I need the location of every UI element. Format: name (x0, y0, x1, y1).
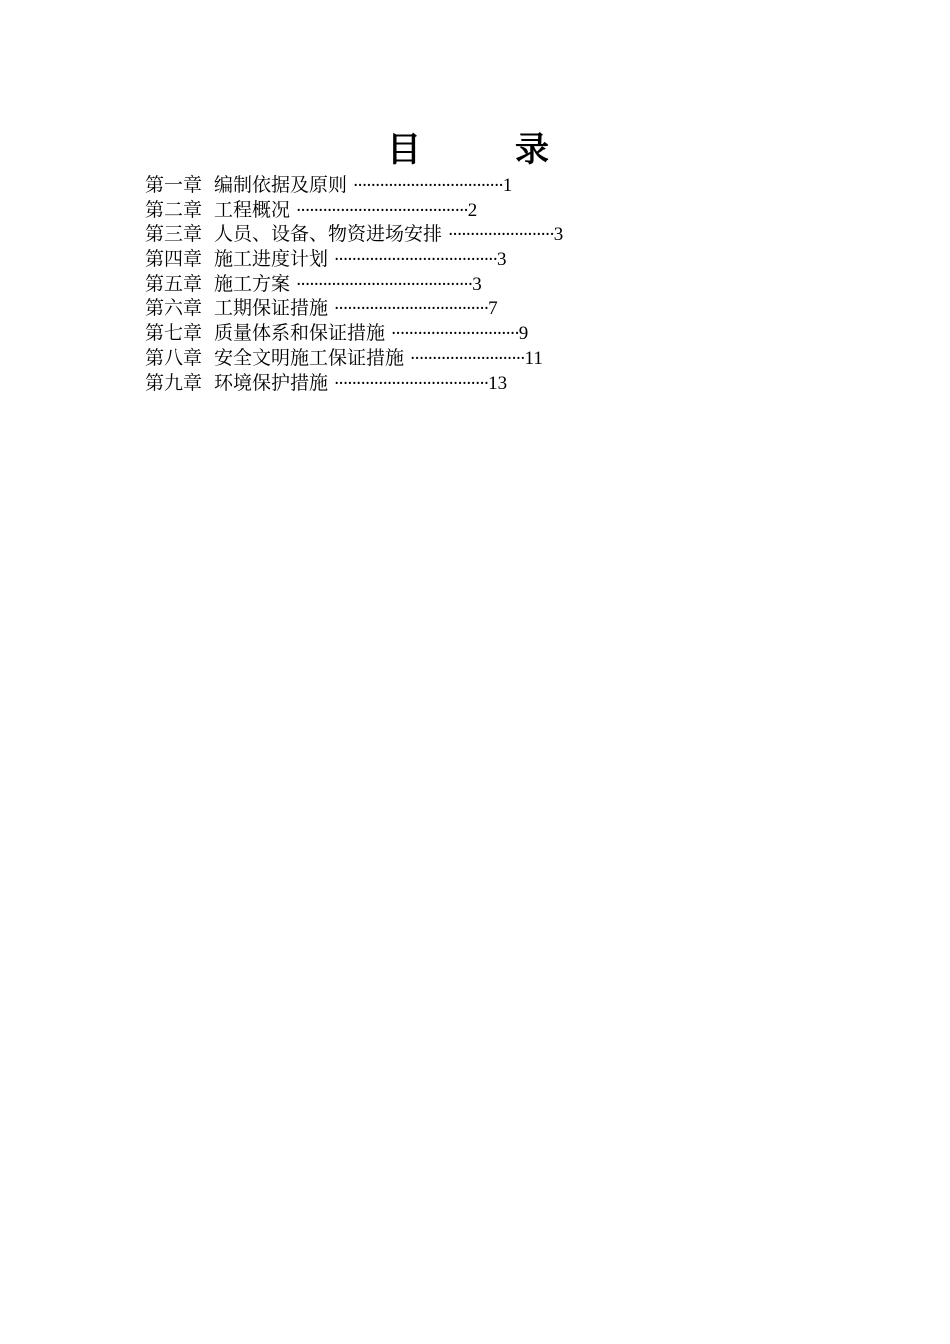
toc-entry[interactable] (145, 198, 563, 223)
toc-chapter-number: 第七章 (145, 322, 203, 345)
toc-title: 目 录 (387, 130, 579, 170)
toc-page-number: 3 (472, 273, 482, 295)
toc-leader-dots: ········································ (296, 274, 473, 295)
toc-leader-dots: ····································· (334, 250, 497, 271)
toc-chapter-title: 编制依据及原则 (214, 174, 348, 196)
toc-chapter-title: 工期保证措施 (214, 297, 329, 320)
toc-page-number: 11 (524, 347, 543, 369)
toc-chapter-title: 人员、设备、物资进场安排 (214, 223, 443, 246)
toc-page-number: 13 (488, 372, 508, 394)
toc-entry[interactable] (145, 371, 563, 396)
toc-leader-dots: ·························· (410, 348, 525, 369)
toc-page-number: 9 (518, 323, 529, 345)
toc-page-number: 3 (553, 224, 564, 246)
toc-leader-dots: ··································· (334, 373, 489, 394)
toc-chapter-number: 第八章 (145, 346, 203, 369)
toc-chapter-number: 第九章 (145, 371, 203, 394)
toc-chapter-number: 第四章 (145, 248, 203, 271)
toc-chapter-number: 第二章 (145, 198, 203, 221)
toc-leader-dots: ························ (448, 225, 554, 246)
toc-chapter-title: 施工进度计划 (214, 248, 329, 271)
toc-list (145, 173, 563, 395)
toc-page-number: 7 (488, 298, 498, 320)
toc-entry[interactable] (145, 346, 563, 371)
toc-chapter-number: 第三章 (145, 223, 203, 246)
toc-entry[interactable] (145, 222, 563, 247)
toc-leader-dots: ······································· (296, 200, 468, 221)
toc-page-number: 1 (502, 175, 513, 196)
toc-chapter-title: 质量体系和保证措施 (214, 322, 386, 345)
toc-entry[interactable] (145, 247, 563, 272)
toc-page-number: 2 (467, 199, 478, 221)
toc-entry[interactable] (145, 173, 563, 198)
toc-leader-dots: ·································· (353, 176, 503, 196)
toc-chapter-title: 施工方案 (214, 272, 291, 295)
toc-page-number: 3 (496, 249, 507, 271)
toc-entry[interactable] (145, 296, 563, 321)
toc-entry[interactable] (145, 321, 563, 346)
toc-chapter-title: 安全文明施工保证措施 (214, 346, 405, 369)
toc-leader-dots: ····························· (391, 324, 519, 345)
toc-chapter-number: 第六章 (145, 297, 203, 320)
toc-chapter-title: 环境保护措施 (214, 371, 329, 394)
toc-chapter-number: 第一章 (145, 174, 203, 196)
toc-entry[interactable] (145, 272, 563, 297)
toc-chapter-number: 第五章 (145, 272, 203, 295)
toc-chapter-title: 工程概况 (214, 198, 291, 221)
toc-leader-dots: ··································· (334, 299, 489, 320)
